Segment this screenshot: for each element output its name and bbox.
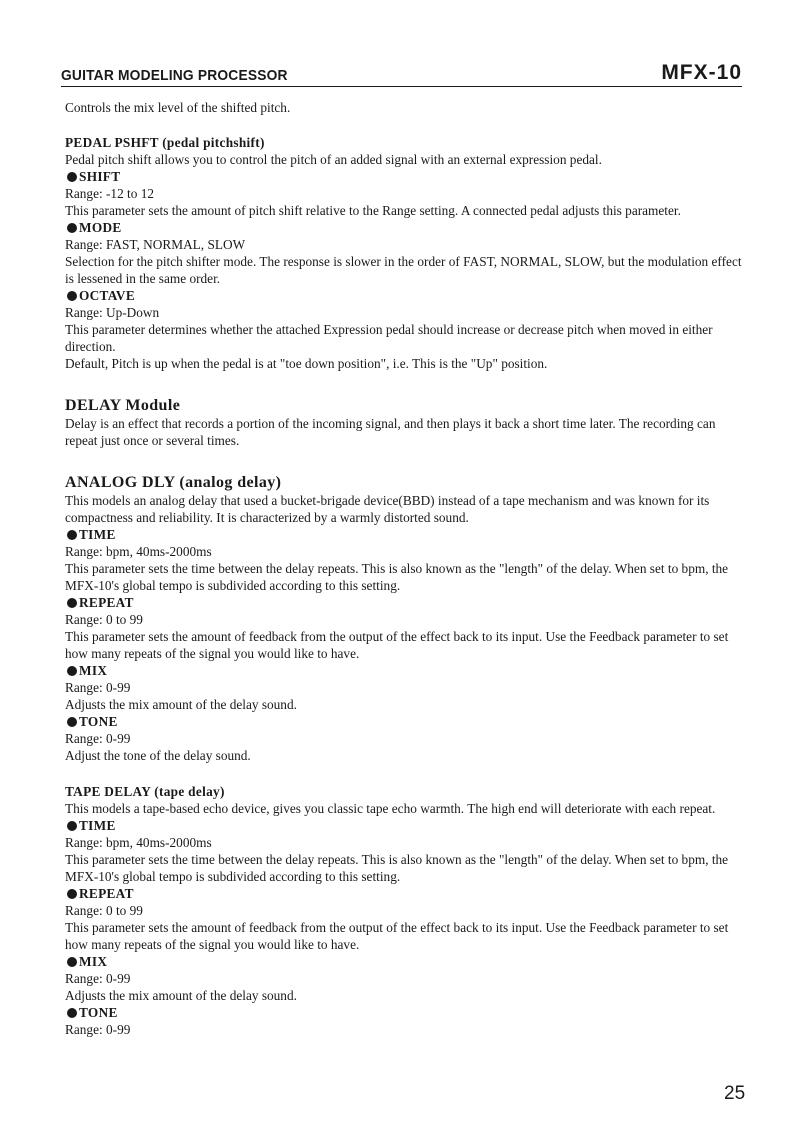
bullet-icon bbox=[67, 957, 77, 967]
param-repeat bbox=[65, 885, 745, 902]
manual-content bbox=[65, 99, 745, 1038]
bullet-icon bbox=[67, 1008, 77, 1018]
bullet-icon bbox=[67, 821, 77, 831]
page-header bbox=[61, 62, 742, 87]
bullet-icon bbox=[67, 666, 77, 676]
bullet-icon bbox=[67, 223, 77, 233]
analog-dly-description: This models an analog delay that used a bucket-brigade device(BBD) instead of a tape mechanism and was known for its compactness and reliability. It is characterized by a warmly distorted sound. bbox=[65, 493, 710, 525]
param-default-note: Default, Pitch is up when the pedal is at "toe down position", i.e. This is the "Up" position. bbox=[65, 356, 548, 371]
pedal-pshft-heading: PEDAL PSHFT (pedal pitchshift) bbox=[65, 135, 265, 150]
tape-delay-heading: TAPE DELAY (tape delay) bbox=[65, 784, 225, 799]
param-description: This parameter sets the amount of feedback from the output of the effect back to its input. Use the Feedback parameter to set how many repeats of the signal you would like to have. bbox=[65, 920, 729, 952]
param-description: Selection for the pitch shifter mode. The response is slower in the order of FAST, NORMAL, SLOW, but the modulation effect is lessened in the same order. bbox=[65, 254, 742, 286]
param-name: TONE bbox=[79, 1005, 118, 1020]
param-mix bbox=[65, 953, 745, 970]
param-range: Range: Up-Down bbox=[65, 305, 160, 320]
param-repeat bbox=[65, 594, 745, 611]
delay-module-heading: DELAY Module bbox=[65, 397, 181, 414]
param-description: This parameter sets the amount of pitch shift relative to the Range setting. A connected pedal adjusts this parameter. bbox=[65, 203, 681, 218]
param-name: REPEAT bbox=[79, 595, 134, 610]
param-tone bbox=[65, 713, 745, 730]
header-title: GUITAR MODELING PROCESSOR bbox=[61, 67, 288, 84]
param-range: Range: 0-99 bbox=[65, 971, 131, 986]
param-range: Range: bpm, 40ms-2000ms bbox=[65, 544, 212, 559]
analog-dly-heading: ANALOG DLY (analog delay) bbox=[65, 474, 282, 491]
param-name: TIME bbox=[79, 818, 116, 833]
param-description: This parameter sets the amount of feedback from the output of the effect back to its input. Use the Feedback parameter to set how many repeats of the signal you would like to have. bbox=[65, 629, 729, 661]
param-name: SHIFT bbox=[79, 169, 121, 184]
param-name: MIX bbox=[79, 954, 108, 969]
bullet-icon bbox=[67, 291, 77, 301]
param-description: This parameter sets the time between the delay repeats. This is also known as the "length" of the delay. When set to bpm, the MFX-10's global tempo is subdivided according to this setting. bbox=[65, 561, 729, 593]
page-number: 25 bbox=[724, 1083, 746, 1104]
intro-text: Controls the mix level of the shifted pitch. bbox=[65, 100, 291, 115]
bullet-icon bbox=[67, 530, 77, 540]
tape-delay-description: This models a tape-based echo device, gives you classic tape echo warmth. The high end will deteriorate with each repeat. bbox=[65, 801, 716, 816]
bullet-icon bbox=[67, 889, 77, 899]
bullet-icon bbox=[67, 717, 77, 727]
param-shift bbox=[65, 168, 745, 185]
param-name: MODE bbox=[79, 220, 122, 235]
param-name: OCTAVE bbox=[79, 288, 135, 303]
param-description: This parameter determines whether the attached Expression pedal should increase or decrease pitch when moved in either direction. bbox=[65, 322, 713, 354]
param-time bbox=[65, 526, 745, 543]
param-description: Adjusts the mix amount of the delay sound. bbox=[65, 697, 297, 712]
param-time bbox=[65, 817, 745, 834]
header-model-logo: MFX-10 bbox=[661, 61, 742, 84]
param-mix bbox=[65, 662, 745, 679]
delay-module-description: Delay is an effect that records a portion of the incoming signal, and then plays it back a short time later. The recording can repeat just once or several times. bbox=[65, 416, 716, 448]
bullet-icon bbox=[67, 172, 77, 182]
param-mode bbox=[65, 219, 745, 236]
param-range: Range: FAST, NORMAL, SLOW bbox=[65, 237, 246, 252]
param-range: Range: 0-99 bbox=[65, 680, 131, 695]
pedal-pshft-description: Pedal pitch shift allows you to control the pitch of an added signal with an external expression pedal. bbox=[65, 152, 602, 167]
param-range: Range: -12 to 12 bbox=[65, 186, 155, 201]
param-octave bbox=[65, 287, 745, 304]
param-name: REPEAT bbox=[79, 886, 134, 901]
param-range: Range: 0-99 bbox=[65, 1022, 131, 1037]
param-description: Adjusts the mix amount of the delay sound. bbox=[65, 988, 297, 1003]
bullet-icon bbox=[67, 598, 77, 608]
param-range: Range: 0-99 bbox=[65, 731, 131, 746]
param-name: TONE bbox=[79, 714, 118, 729]
param-range: Range: 0 to 99 bbox=[65, 903, 143, 918]
param-range: Range: bpm, 40ms-2000ms bbox=[65, 835, 212, 850]
param-name: TIME bbox=[79, 527, 116, 542]
param-range: Range: 0 to 99 bbox=[65, 612, 143, 627]
param-description: This parameter sets the time between the delay repeats. This is also known as the "length" of the delay. When set to bpm, the MFX-10's global tempo is subdivided according to this setting. bbox=[65, 852, 729, 884]
param-description: Adjust the tone of the delay sound. bbox=[65, 748, 251, 763]
param-name: MIX bbox=[79, 663, 108, 678]
param-tone bbox=[65, 1004, 745, 1021]
